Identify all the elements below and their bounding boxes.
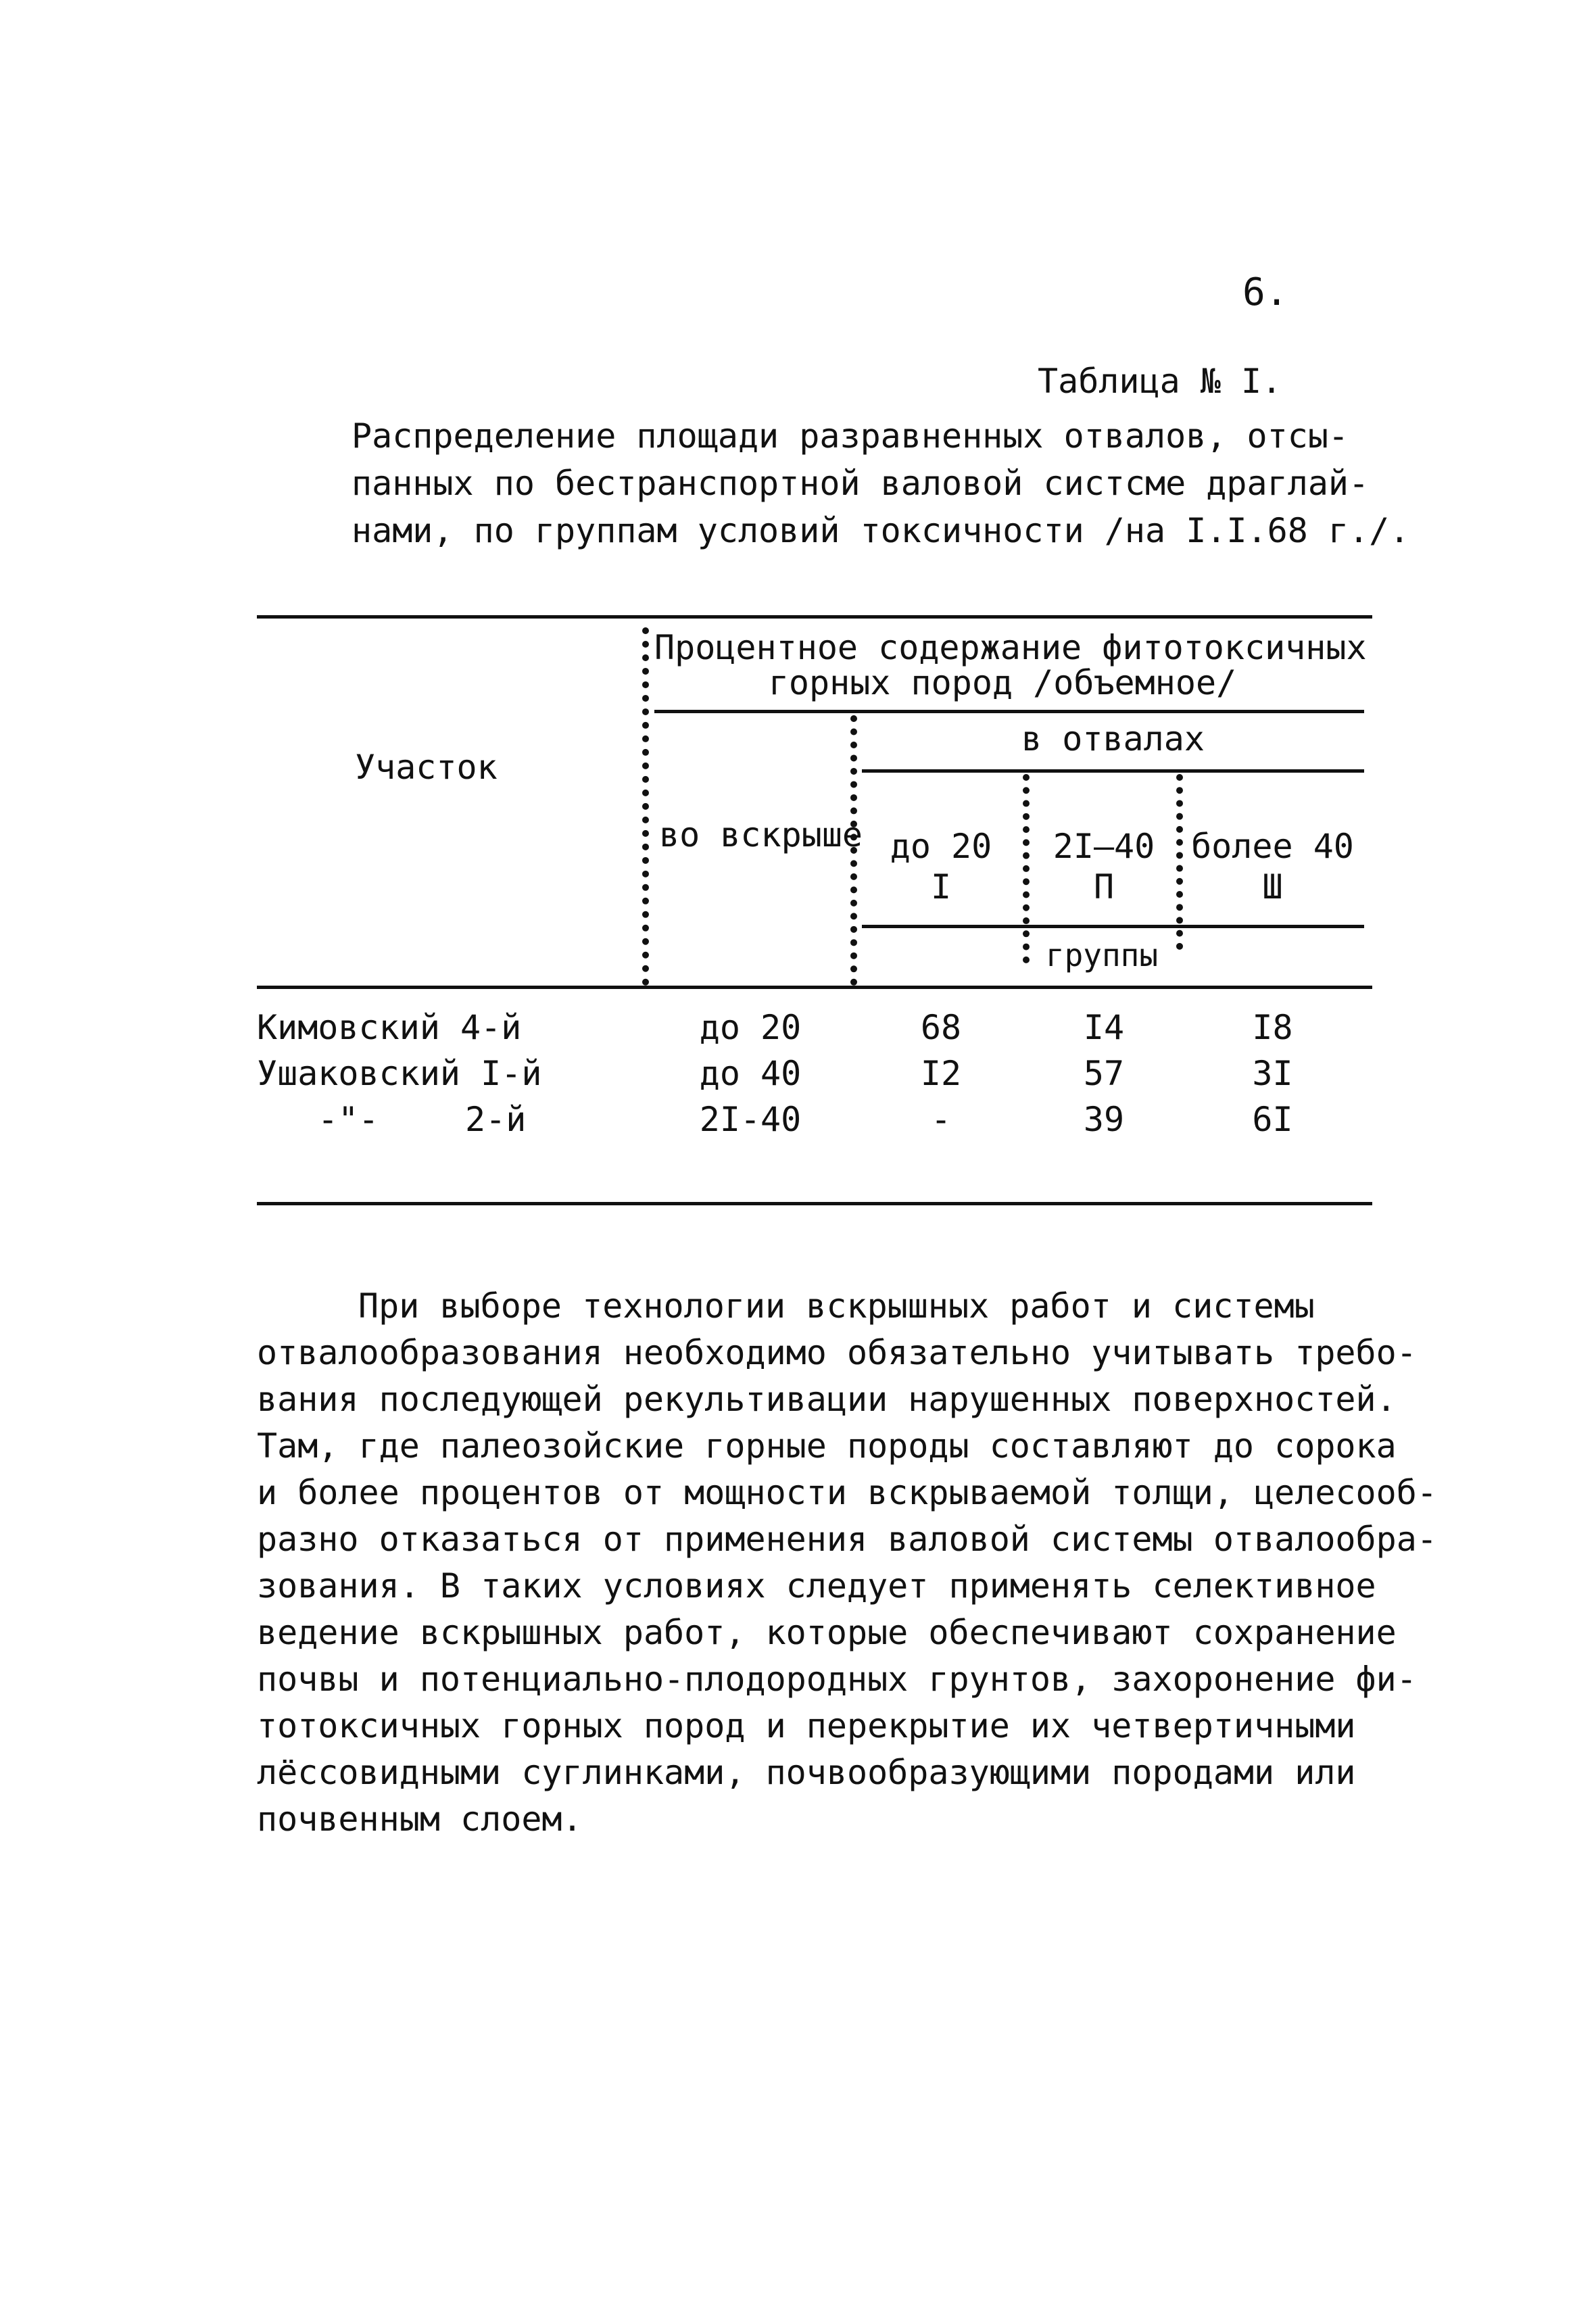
paragraph-line: ведение вскрышных работ, которые обеспечивают сохранение [257,1613,1397,1652]
cell-area-ditto: -"- [318,1100,379,1139]
paragraph-line: и более процентов от мощности вскрываемой толщи, целесооб- [257,1473,1437,1512]
table-label: Таблица № I. [1038,362,1282,401]
header-in-overburden: во вскрыше [659,815,863,854]
paragraph-line: отвалообразования необходимо обязательно учитывать требо- [257,1333,1417,1372]
cell-area: Ушаковский I-й [257,1054,542,1093]
cell-group-2: 57 [1083,1054,1125,1093]
header-rule-percent [654,710,1364,713]
header-rule-groups [862,925,1364,928]
cell-group-2: 39 [1083,1100,1125,1139]
header-group-1: до 20 I [890,827,992,907]
cell-group-1: I2 [920,1054,962,1093]
cell-group-3: I8 [1252,1008,1293,1047]
cell-group-3: 6I [1252,1100,1293,1139]
header-bottom-rule [257,986,1372,989]
table-top-rule [257,615,1372,619]
paragraph-line: тотоксичных горных пород и перекрытие их четвертичными [257,1706,1356,1745]
cell-group-1: 68 [920,1008,962,1047]
cell-overburden: 2I-40 [699,1100,802,1139]
paragraph-line: почвенным слоем. [257,1800,583,1839]
cell-area-suffix: 2-й [465,1100,527,1139]
paragraph-line: лёссовидными суглинками, почвообразующими породами или [257,1753,1356,1792]
header-area: Участок [355,748,498,787]
caption-line: Распределение площади разравненных отвалов, отсы- [352,416,1349,456]
paragraph-line: зования. В таких условиях следует применять селективное [257,1566,1376,1606]
header-in-dumps: в отвалах [1021,719,1205,758]
column-separator [1176,774,1183,950]
header-percent: Процентное содержание фитотоксичных горных пород /объемное/ [654,628,1367,702]
table-bottom-rule [257,1202,1372,1205]
header-group-3: более 40 Ш [1191,827,1354,907]
paragraph-line: Там, где палеозойские горные породы составляют до сорока [257,1426,1397,1466]
cell-group-2: I4 [1083,1008,1125,1047]
paragraph-line: вания последующей рекультивации нарушенных поверхностей. [257,1380,1397,1419]
paragraph-line: разно отказаться от применения валовой системы отвалообра- [257,1520,1437,1559]
header-groups-label: группы [1045,937,1159,973]
table-caption [352,412,1410,554]
cell-area: Кимовский 4-й [257,1008,522,1047]
header-rule-dumps [862,769,1364,773]
page-number: 6. [1242,270,1288,314]
cell-overburden: до 40 [699,1054,802,1093]
caption-line: нами, по группам условий токсичности /на I.I.68 г./. [352,511,1410,550]
paragraph-line: При выборе технологии вскрышных работ и системы [358,1286,1315,1326]
cell-group-1: - [930,1100,952,1139]
column-separator [642,627,649,986]
cell-group-3: 3I [1252,1054,1293,1093]
cell-overburden: до 20 [699,1008,802,1047]
caption-line: панных по бестранспортной валовой систсме драглай- [352,464,1370,503]
body-paragraph [257,1283,1437,1843]
paragraph-line: почвы и потенциально-плодородных грунтов, захоронение фи- [257,1660,1417,1699]
header-group-2: 2I–40 П [1053,827,1155,907]
